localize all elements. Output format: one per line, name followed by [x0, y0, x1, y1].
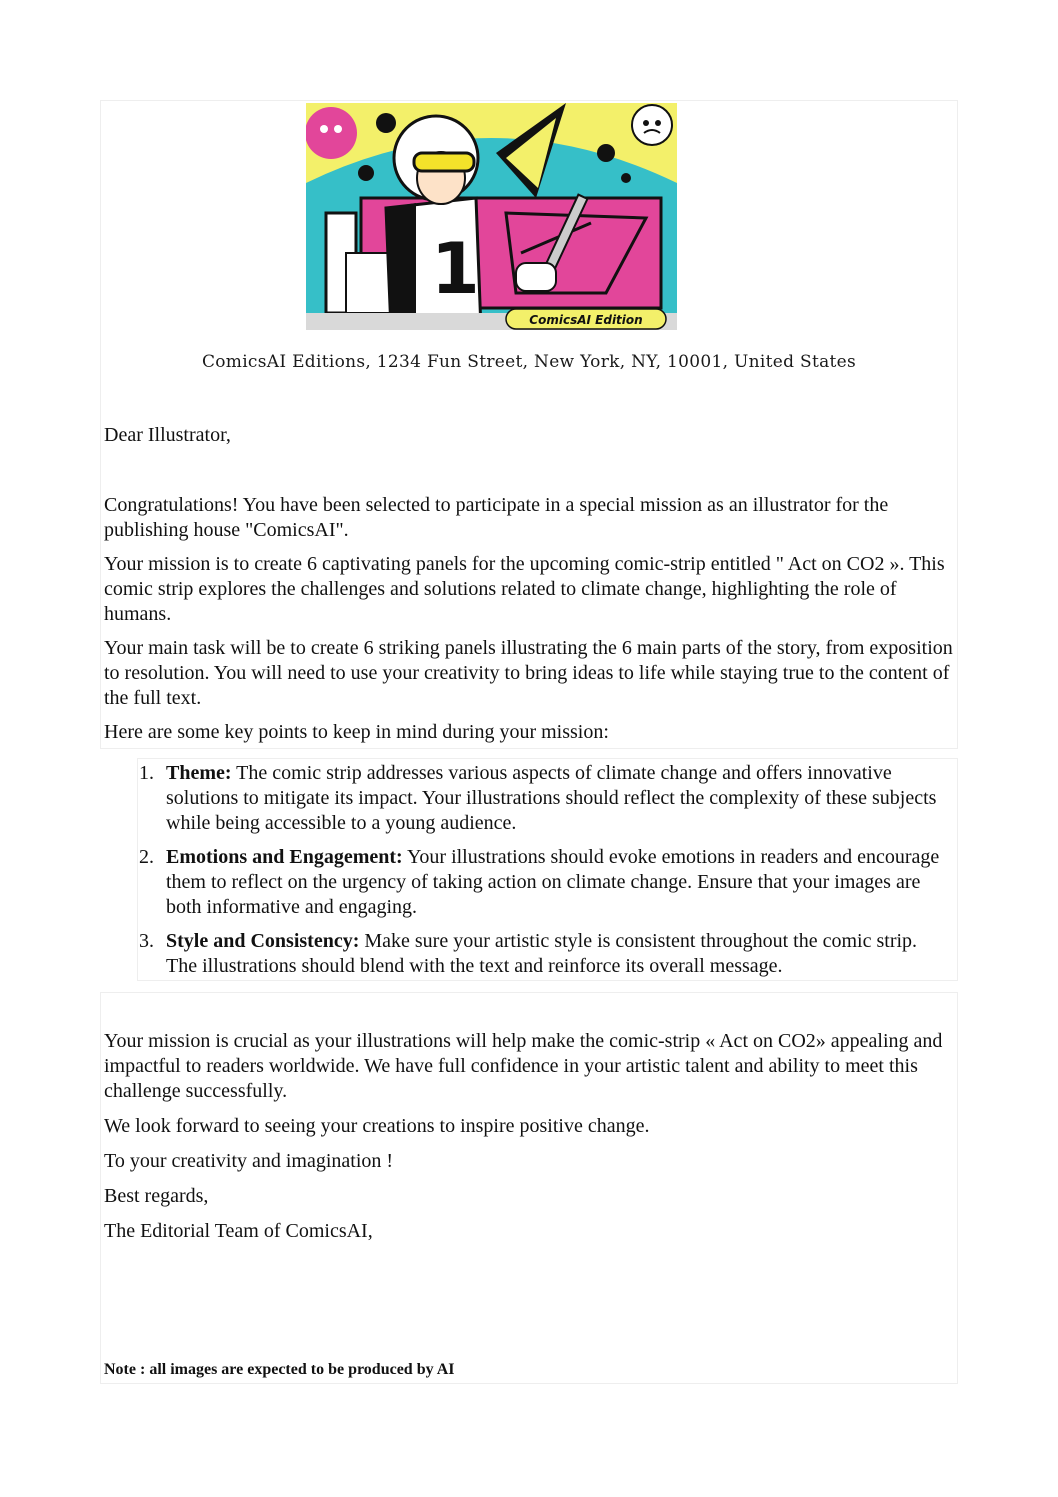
ai-note: Note : all images are expected to be produced by AI — [104, 1361, 455, 1378]
list-item-title: Style and Consistency: — [166, 930, 360, 952]
list-item-text: The comic strip addresses various aspects of climate change and offers innovative solutions to mitigate its impact. Your illustrations should reflect the complexity of these subjects while being accessible to a young audience. — [166, 762, 937, 834]
paragraph-congratulations: Congratulations! You have been selected to participate in a special mission as an illustrator for the publishing house "ComicsAI". — [104, 494, 889, 541]
jersey-number: 1 — [431, 228, 480, 310]
list-item-title: Emotions and Engagement: — [166, 846, 403, 868]
publisher-address: ComicsAI Editions, 1234 Fun Street, New York, NY, 10001, United States — [201, 352, 857, 372]
list-item — [139, 845, 949, 920]
list-item-title: Theme: — [166, 762, 232, 784]
list-item-number: 1. — [139, 762, 154, 784]
emoji-face-icon — [632, 105, 672, 145]
list-item — [139, 761, 949, 836]
paragraph-look-forward: We look forward to seeing your creations to inspire positive change. — [104, 1115, 650, 1137]
greeting: Dear Illustrator, — [104, 424, 231, 446]
paragraph-mission: Your mission is to create 6 captivating panels for the upcoming comic-strip entitled " Act on CO2 ». This comic strip explores the challenges and solutions related to climate change, highlighting the role of humans. — [104, 553, 945, 625]
image-caption: ComicsAI Edition — [529, 313, 643, 327]
list-item-number: 3. — [139, 930, 154, 952]
list-item — [139, 929, 949, 979]
list-item-text: Your illustrations should evoke emotions in readers and encourage them to reflect on the urgency of taking action on climate change. Ensure that your images are both informative and engaging. — [166, 846, 940, 918]
emoji-face-icon — [306, 107, 357, 159]
paragraph-key-points-intro: Here are some key points to keep in mind during your mission: — [104, 721, 609, 743]
paragraph-creativity: To your creativity and imagination ! — [104, 1150, 394, 1172]
key-points-list — [139, 761, 949, 988]
list-item-text: Make sure your artistic style is consistent throughout the comic strip. The illustrations should blend with the text and reinforce its overall message. — [166, 930, 918, 977]
paragraph-main-task: Your main task will be to create 6 striking panels illustrating the 6 main parts of the story, from exposition to resolution. You will need to use your creativity to bring ideas to life while staying true to the content of the full text. — [104, 637, 953, 709]
goggles — [414, 153, 474, 171]
list-item-number: 2. — [139, 846, 154, 868]
comic-illustration — [306, 103, 677, 330]
paragraph-crucial-mission: Your mission is crucial as your illustrations will help make the comic-strip « Act on CO2» appealing and impactful to readers worldwide. We have full confidence in your artistic talent and ability to meet this challenge successfully. — [104, 1030, 943, 1102]
closing: Best regards, — [104, 1185, 209, 1207]
signature: The Editorial Team of ComicsAI, — [104, 1220, 373, 1242]
